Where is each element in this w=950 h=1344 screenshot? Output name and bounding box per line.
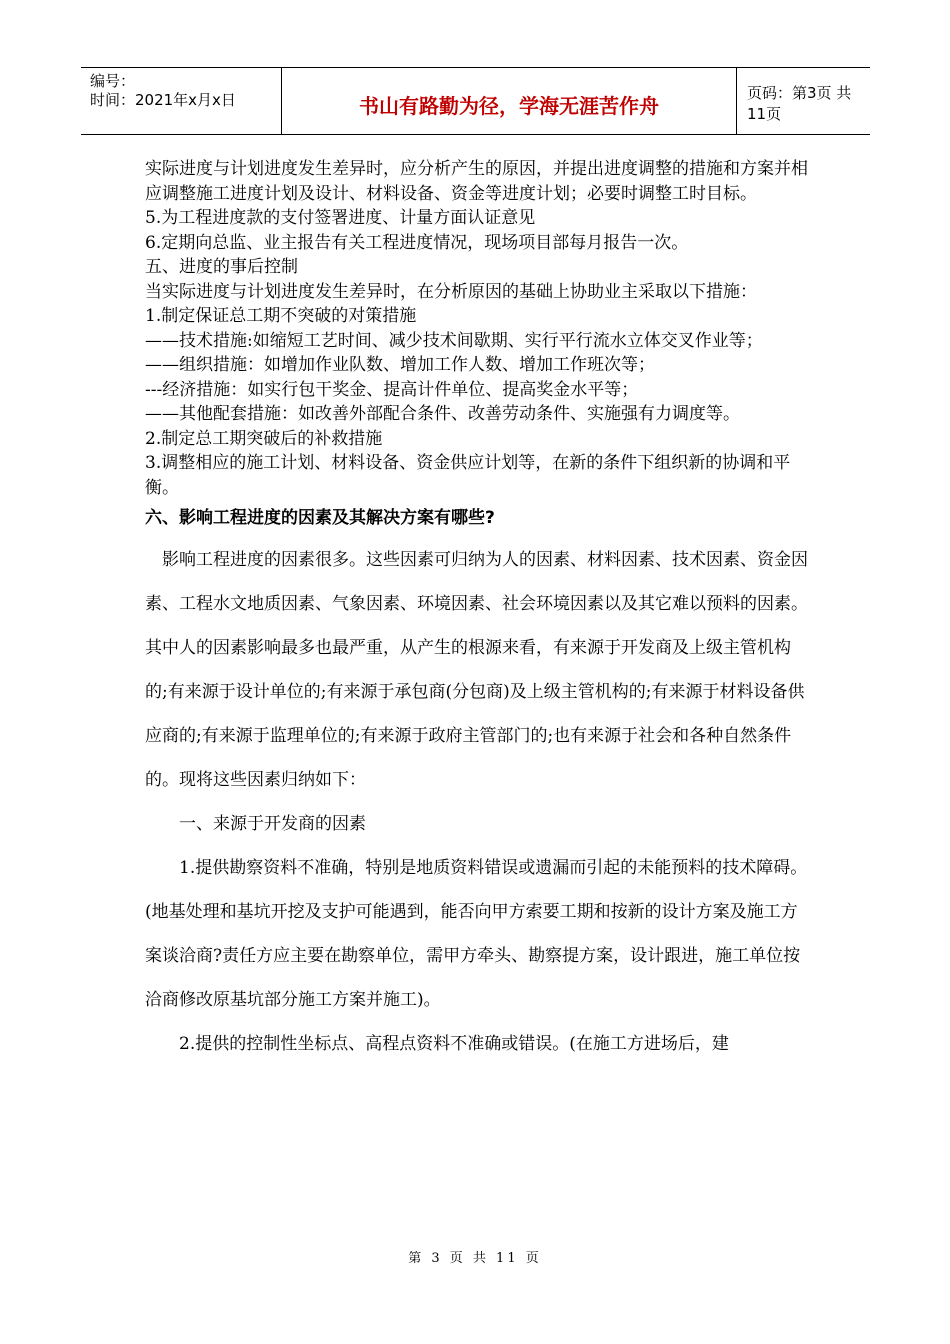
document-body (145, 157, 810, 1066)
paragraph: 1.制定保证总工期不突破的对策措施 (145, 306, 417, 326)
paragraph: 五、进度的事后控制 (145, 257, 298, 277)
paragraph: ——技术措施:如缩短工艺时间、减少技术间歇期、实行平行流水立体交叉作业等； (145, 330, 763, 351)
paragraph: 6.定期向总监、业主报告有关工程进度情况，现场项目部每月报告一次。 (145, 232, 689, 253)
header-page-number: 页码：第3页 共11页 (747, 84, 852, 123)
factors-section (145, 538, 810, 1066)
header-motto: 书山有路勤为径，学海无涯苦作舟 (282, 68, 737, 134)
paragraph: ——组织措施：如增加作业队数、增加工作人数、增加工作班次等； (145, 355, 655, 375)
time-label: 时间：2021年x月x日 (90, 91, 236, 109)
paragraph: 实际进度与计划进度发生差异时，应分析产生的原因，并提出进度调整的措施和方案并相应调整施工进度计划及设计、材料设备、资金等进度计划；必要时调整工时目标。 (145, 159, 808, 204)
paragraph: 3.调整相应的施工计划、材料设备、资金供应计划等，在新的条件下组织新的协调和平衡。 (145, 453, 791, 498)
sub-heading: 一、来源于开发商的因素 (179, 814, 366, 834)
paragraph: ——其他配套措施：如改善外部配合条件、改善劳动条件、实施强有力调度等。 (145, 404, 740, 424)
paragraph: 当实际进度与计划进度发生差异时，在分析原因的基础上协助业主采取以下措施： (145, 281, 757, 302)
intro-paragraph: 影响工程进度的因素很多。这些因素可归纳为人的因素、材料因素、技术因素、资金因素、工程水文地质因素、气象因素、环境因素、社会环境因素以及其它难以预料的因素。其中人的因素影响最多也最严重，从产生的根源来看，有来源于开发商及上级主管机构的;有来源于设计单位的;有来源于承包商(分包商)及上级主管机构的;有来源于材料设备供应商的;有来源于监理单位的;有来源于政府主管部门的;也有来源于社会和各种自然条件的。现将这些因素归纳如下： (145, 550, 808, 790)
paragraph: ---经济措施：如实行包干奖金、提高计件单位、提高奖金水平等； (145, 379, 639, 400)
paragraph: 2.制定总工期突破后的补救措施 (145, 428, 383, 449)
code-label: 编号： (90, 72, 136, 90)
list-item: 1.提供勘察资料不准确，特别是地质资料错误或遗漏而引起的未能预料的技术障碍。(地基处理和基坑开挖及支护可能遇到，能否向甲方索要工期和按新的设计方案及施工方案谈洽商?责任方应主要在勘察单位，需甲方牵头、勘察提方案，设计跟进，施工单位按洽商修改原基坑部分施工方案并施工)。 (145, 858, 808, 1010)
page-footer: 第 3 页 共 11 页 (408, 1251, 542, 1266)
document-header (81, 67, 870, 135)
list-item: 2.提供的控制性坐标点、高程点资料不准确或错误。(在施工方进场后，建 (179, 1034, 729, 1054)
paragraph: 5.为工程进度款的支付签署进度、计量方面认证意见 (145, 208, 536, 228)
measures-section (145, 157, 810, 500)
section-heading: 六、影响工程进度的因素及其解决方案有哪些? (145, 508, 495, 528)
header-meta (81, 68, 282, 134)
